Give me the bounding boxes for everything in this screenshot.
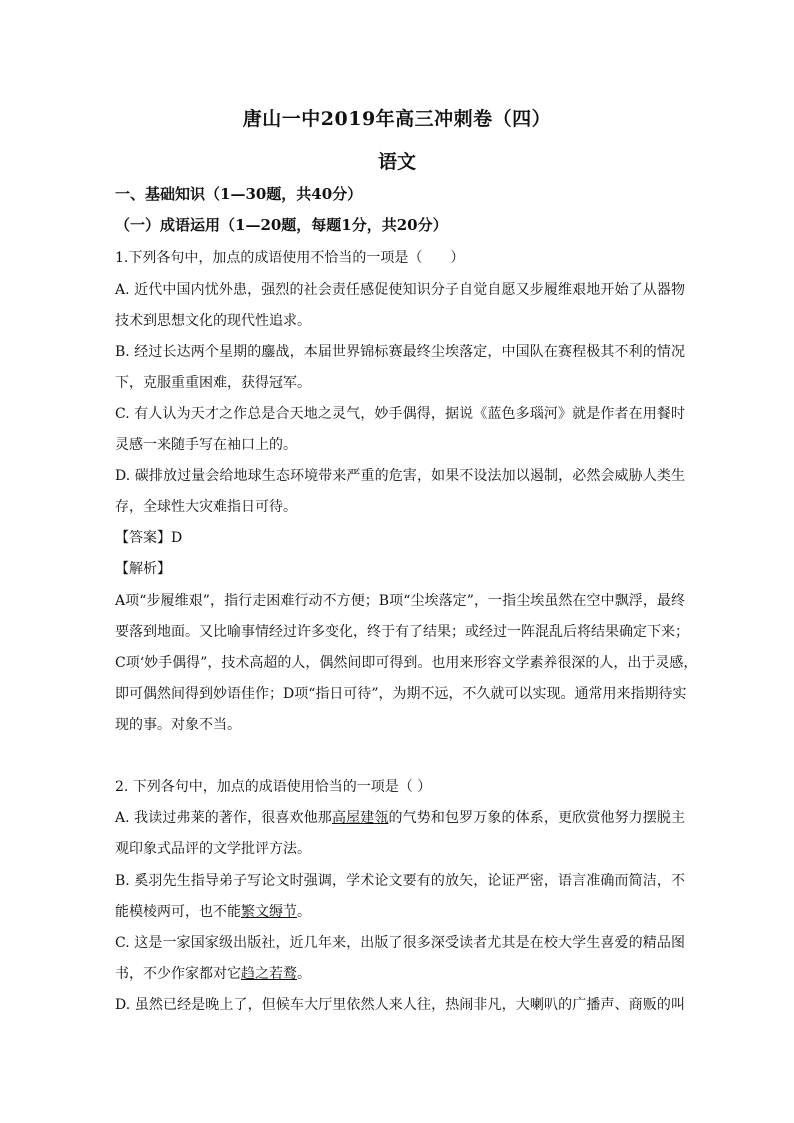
q1-analysis-line4: 即可偶然间得到妙语佳作；D项“指日可待”，为期不远，不久就可以实现。通常用来指期待实 bbox=[115, 686, 687, 702]
q1-option-a-line2: 技术到思想文化的现代性追求。 bbox=[115, 313, 311, 329]
q1-option-c-line2: 灵感一来随手写在袖口上的。 bbox=[115, 437, 297, 453]
q2-a-text-post: 的气势和包罗万象的体系，更欣赏他努力摆脱主 bbox=[388, 810, 686, 826]
document-title: 唐山一中2019年高三冲刺卷（四） bbox=[242, 108, 552, 130]
q1-analysis-line5: 现的事。对象不当。 bbox=[115, 717, 241, 733]
q1-option-b-line2: 下，克服重重困难，获得冠军。 bbox=[115, 375, 311, 391]
q2-option-d-line1: D. 虽然已经是晚上了，但候车大厅里依然人来人往，热闹非凡，大喇叭的广播声、商贩的叫 bbox=[115, 997, 685, 1013]
q1-analysis-line1: A项“步履维艰”，指行走困难行动不方便；B项“尘埃落定”，一指尘埃虽然在空中飘浮，最终 bbox=[115, 593, 685, 609]
q1-option-d-line2: 存，全球性大灾难指日可待。 bbox=[115, 499, 297, 515]
q2-option-c-line1: C. 这是一家国家级出版社，近几年来，出版了很多深受读者尤其是在校大学生喜爱的精品图 bbox=[115, 935, 685, 951]
q1-option-b-line1: B. 经过长达两个星期的鏖战，本届世界锦标赛最终尘埃落定，中国队在赛程极其不利的情况 bbox=[115, 344, 685, 360]
q2-c-idiom: 趋之若鹜 bbox=[241, 966, 297, 982]
q2-b-text-pre: 能模棱两可，也不能 bbox=[115, 904, 241, 920]
q2-c-text-post: 。 bbox=[297, 966, 311, 982]
q1-option-d-line1: D. 碳排放过量会给地球生态环境带来严重的危害，如果不设法加以遏制，必然会威胁人类生 bbox=[115, 468, 685, 484]
document-subject: 语文 bbox=[377, 151, 416, 173]
q1-analysis-label: 【解析】 bbox=[115, 561, 171, 577]
q2-b-text-post: 。 bbox=[297, 904, 311, 920]
q1-analysis-line3: C项‘妙手偶得”，技术高超的人，偶然间即可得到。也用来形容文学素养很深的人，出于灵感， bbox=[115, 655, 698, 671]
q2-b-idiom: 繁文缛节 bbox=[241, 904, 297, 920]
q1-option-c-line1: C. 有人认为天才之作总是合天地之灵气，妙手偶得，据说《蓝色多瑙河》就是作者在用餐时 bbox=[115, 406, 685, 422]
question-1-stem: 1.下列各句中，加点的成语使用不恰当的一项是（ ） bbox=[115, 250, 465, 266]
q1-option-a-line1: A. 近代中国内忧外患，强烈的社会责任感促使知识分子自觉自愿又步履维艰地开始了从器物 bbox=[115, 282, 685, 298]
section-heading: 一、基础知识（1—30题，共40分） bbox=[115, 185, 363, 203]
q2-option-a-line1 bbox=[115, 808, 685, 828]
question-2-stem: 2. 下列各句中，加点的成语使用恰当的一项是（ ） bbox=[115, 779, 432, 795]
q2-option-b-line2 bbox=[115, 902, 685, 922]
q2-a-text-pre: A. 我读过弗莱的著作，很喜欢他那 bbox=[115, 810, 332, 826]
q1-analysis-line2: 要落到地面。又比喻事情经过许多变化，终于有了结果；或经过一阵混乱后将结果确定下来； bbox=[115, 624, 689, 640]
q1-answer: 【答案】D bbox=[115, 530, 183, 546]
subsection-heading: （一）成语运用（1—20题，每题1分，共20分） bbox=[115, 216, 448, 234]
q2-a-idiom: 高屋建瓴 bbox=[331, 810, 389, 826]
q2-option-a-line2: 观印象式品评的文学批评方法。 bbox=[115, 841, 311, 857]
q2-option-b-line1: B. 奚羽先生指导弟子写论文时强调，学术论文要有的放矢，论证严密，语言准确而简洁，不 bbox=[115, 873, 685, 889]
q2-c-text-pre: 书，不少作家都对它 bbox=[115, 966, 241, 982]
q2-option-c-line2 bbox=[115, 964, 685, 984]
